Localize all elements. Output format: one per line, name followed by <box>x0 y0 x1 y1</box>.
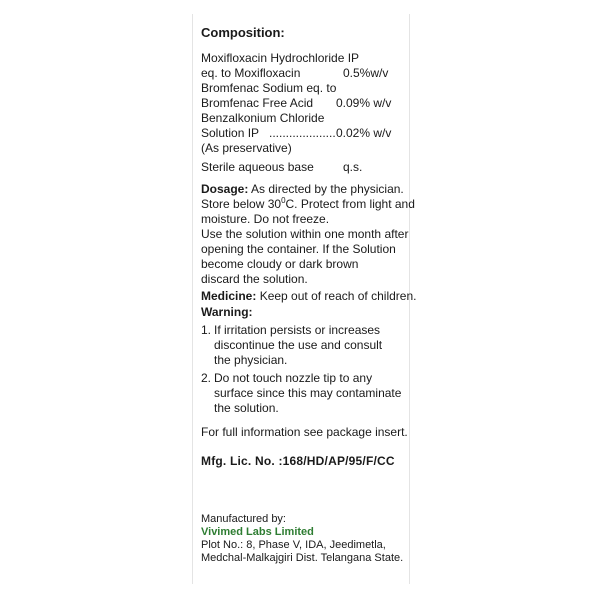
composition-row: Solution IP <box>201 126 260 140</box>
composition-row: Moxifloxacin Hydrochloride IP <box>201 51 360 65</box>
dosage-text: As directed by the physician. <box>251 182 404 196</box>
storage-text: Store below 30 <box>201 197 282 211</box>
composition-row: (As preservative) <box>201 141 292 155</box>
warning-line: discontinue the use and consult <box>214 338 383 352</box>
warning-number: 2. <box>201 371 212 385</box>
manufacturer-name: Vivimed Labs Limited <box>201 526 314 538</box>
mfg-license-number: Mfg. Lic. No. :168/HD/AP/95/F/CC <box>201 454 395 468</box>
manufacturer-label: Manufactured by: <box>201 513 286 525</box>
warning-line: the solution. <box>214 401 279 415</box>
dosage-line: moisture. Do not freeze. <box>201 212 330 226</box>
medicine-heading: Medicine: <box>201 289 257 303</box>
dosage-heading: Dosage: <box>201 182 249 196</box>
warning-heading: Warning: <box>201 305 253 319</box>
composition-dots: .................... <box>269 126 336 140</box>
storage-line <box>201 197 415 212</box>
composition-value: q.s. <box>343 160 363 174</box>
dosage-line: discard the solution. <box>201 272 308 286</box>
manufacturer-address: Medchal-Malkajgiri Dist. Telangana State. <box>201 552 404 564</box>
composition-row: Sterile aqueous base <box>201 160 314 174</box>
product-label-panel <box>192 14 417 584</box>
composition-title: Composition: <box>201 25 285 40</box>
warning-line: the physician. <box>214 353 288 367</box>
composition-row: Bromfenac Sodium eq. to <box>201 81 337 95</box>
medicine-text: Keep out of reach of children. <box>259 289 417 303</box>
warning-number: 1. <box>201 323 212 337</box>
dosage-line: Use the solution within one month after <box>201 227 409 241</box>
composition-value: 0.5%w/v <box>343 66 389 80</box>
composition-value: 0.02% w/v <box>336 126 392 140</box>
dosage-line <box>201 182 404 197</box>
composition-row: Benzalkonium Chloride <box>201 111 325 125</box>
manufacturer-address: Plot No.: 8, Phase V, IDA, Jeedimetla, <box>201 539 386 551</box>
full-info-note: For full information see package insert. <box>201 425 408 439</box>
medicine-line <box>201 289 416 304</box>
composition-row: Bromfenac Free Acid <box>201 96 314 110</box>
degree-sup: 0 <box>281 196 286 205</box>
warning-line: Do not touch nozzle tip to any <box>214 371 373 385</box>
warning-line: surface since this may contaminate <box>214 386 402 400</box>
storage-text-cont: C. Protect from light and <box>285 197 415 211</box>
dosage-line: become cloudy or dark brown <box>201 257 359 271</box>
warning-line: If irritation persists or increases <box>214 323 381 337</box>
composition-row: eq. to Moxifloxacin <box>201 66 301 80</box>
composition-value: 0.09% w/v <box>336 96 392 110</box>
dosage-line: opening the container. If the Solution <box>201 242 396 256</box>
